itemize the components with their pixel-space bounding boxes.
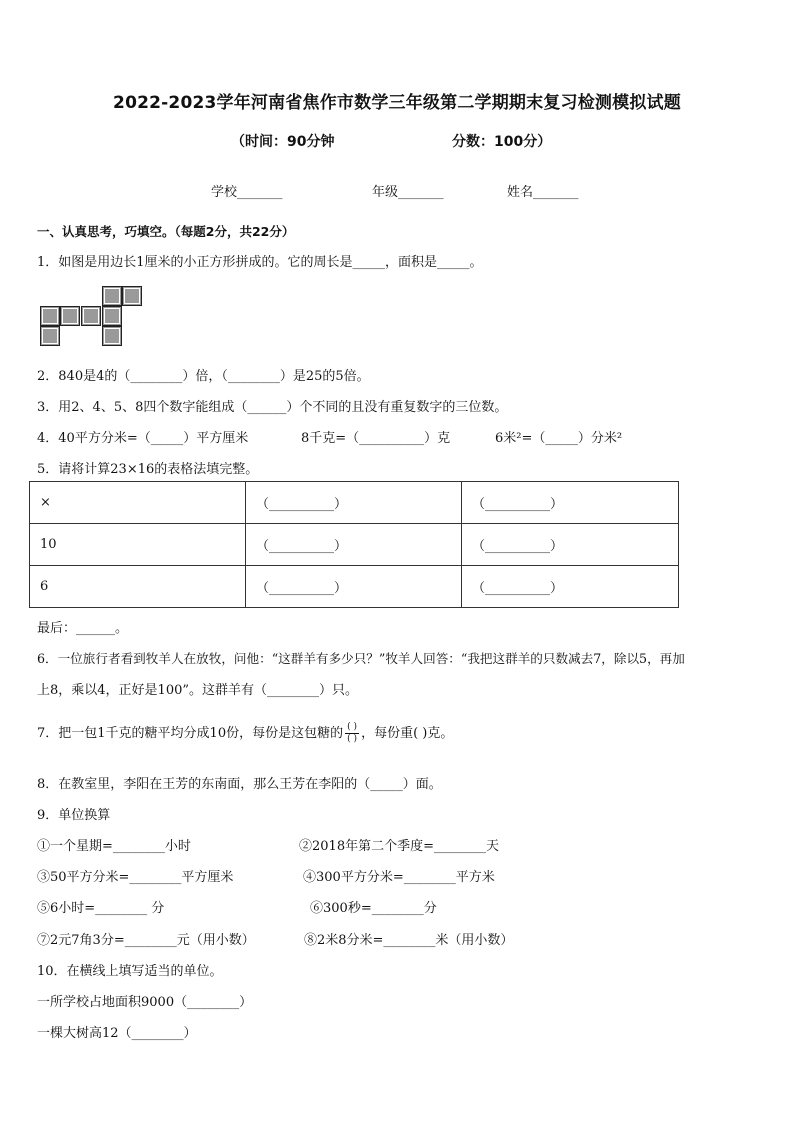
table-cell[interactable]: （__________） bbox=[462, 566, 679, 608]
figure-square bbox=[122, 286, 142, 306]
table-cell[interactable]: （__________） bbox=[462, 524, 679, 566]
question-9-7: ⑦2元7角3分=________元（用小数） bbox=[37, 933, 255, 948]
question-2: 2．840是4的（________）倍，（________）是25的5倍。 bbox=[37, 369, 370, 384]
question-4c: 6米²=（_____）分米² bbox=[495, 431, 623, 446]
question-7-text: 7．把一包1千克的糖平均分成10份，每份是这包糖的 bbox=[37, 726, 344, 741]
question-9-4: ④300平方分米=________平方米 bbox=[303, 870, 495, 885]
question-5-final: 最后：______。 bbox=[37, 621, 129, 636]
question-6-line1: 6．一位旅行者看到牧羊人在放牧，问他：“这群羊有多少只？”牧羊人回答：“我把这群羊的只数减去7，除以5，再加 bbox=[37, 651, 685, 666]
question-9: 9．单位换算 bbox=[37, 808, 111, 823]
question-9-6: ⑥300秒=________分 bbox=[310, 901, 437, 916]
question-8: 8．在教室里，李阳在王芳的东南面，那么王芳在李阳的（_____）面。 bbox=[37, 777, 442, 792]
table-cell[interactable]: （__________） bbox=[246, 482, 462, 524]
score-label: 分数：100分） bbox=[452, 134, 552, 150]
question-7-tail: ，每份重( )克。 bbox=[361, 726, 454, 741]
table-cell[interactable]: （__________） bbox=[462, 482, 679, 524]
fraction-denominator[interactable]: ( ) bbox=[347, 734, 358, 744]
grade-field[interactable]: 年级_______ bbox=[372, 185, 444, 200]
question-5: 5．请将计算23×16的表格法填完整。 bbox=[37, 462, 259, 477]
square-figure bbox=[40, 286, 144, 348]
name-field[interactable]: 姓名_______ bbox=[507, 185, 579, 200]
question-10: 10．在横线上填写适当的单位。 bbox=[37, 964, 223, 979]
figure-square bbox=[102, 306, 122, 326]
question-9-3: ③50平方分米=________平方厘米 bbox=[37, 870, 234, 885]
fraction bbox=[345, 723, 359, 744]
school-field[interactable]: 学校_______ bbox=[211, 185, 283, 200]
section-heading: 一、认真思考，巧填空。（每题2分，共22分） bbox=[37, 224, 295, 239]
figure-square bbox=[40, 306, 60, 326]
question-4a: 4．40平方分米=（_____）平方厘米 bbox=[37, 431, 249, 446]
figure-square bbox=[102, 286, 122, 306]
fraction-numerator[interactable]: ( ) bbox=[347, 722, 358, 732]
figure-square bbox=[102, 326, 122, 346]
figure-square bbox=[60, 306, 80, 326]
question-1: 1．如图是用边长1厘米的小正方形拼成的。它的周长是_____，面积是_____。 bbox=[37, 255, 483, 270]
question-9-2: ②2018年第二个季度=________天 bbox=[299, 839, 499, 854]
table-cell[interactable]: （__________） bbox=[246, 566, 462, 608]
question-9-5: ⑤6小时=________ 分 bbox=[37, 901, 165, 916]
multiplication-table bbox=[29, 481, 679, 608]
question-9-1: ①一个星期=________小时 bbox=[37, 839, 191, 854]
figure-square bbox=[81, 306, 101, 326]
question-9-8: ⑧2米8分米=________米（用小数） bbox=[304, 933, 514, 948]
figure-square bbox=[40, 326, 60, 346]
time-label: （时间：90分钟 bbox=[231, 134, 335, 150]
question-3: 3．用2、4、5、8四个数字能组成（______）个不同的且没有重复数字的三位数。 bbox=[37, 400, 508, 415]
question-7 bbox=[37, 722, 453, 744]
question-6-line2: 上8，乘以4，正好是100”。这群羊有（________）只。 bbox=[37, 683, 359, 698]
table-cell: 10 bbox=[30, 524, 246, 566]
table-row bbox=[30, 482, 679, 524]
page-title: 2022-2023学年河南省焦作市数学三年级第二学期期末复习检测模拟试题 bbox=[113, 93, 681, 113]
table-cell: × bbox=[30, 482, 246, 524]
question-4b: 8千克=（__________）克 bbox=[301, 431, 451, 446]
question-10-2: 一棵大树高12（________） bbox=[37, 1026, 197, 1041]
table-row bbox=[30, 566, 679, 608]
table-cell: 6 bbox=[30, 566, 246, 608]
table-row bbox=[30, 524, 679, 566]
table-cell[interactable]: （__________） bbox=[246, 524, 462, 566]
question-10-1: 一所学校占地面积9000（________） bbox=[37, 995, 253, 1010]
